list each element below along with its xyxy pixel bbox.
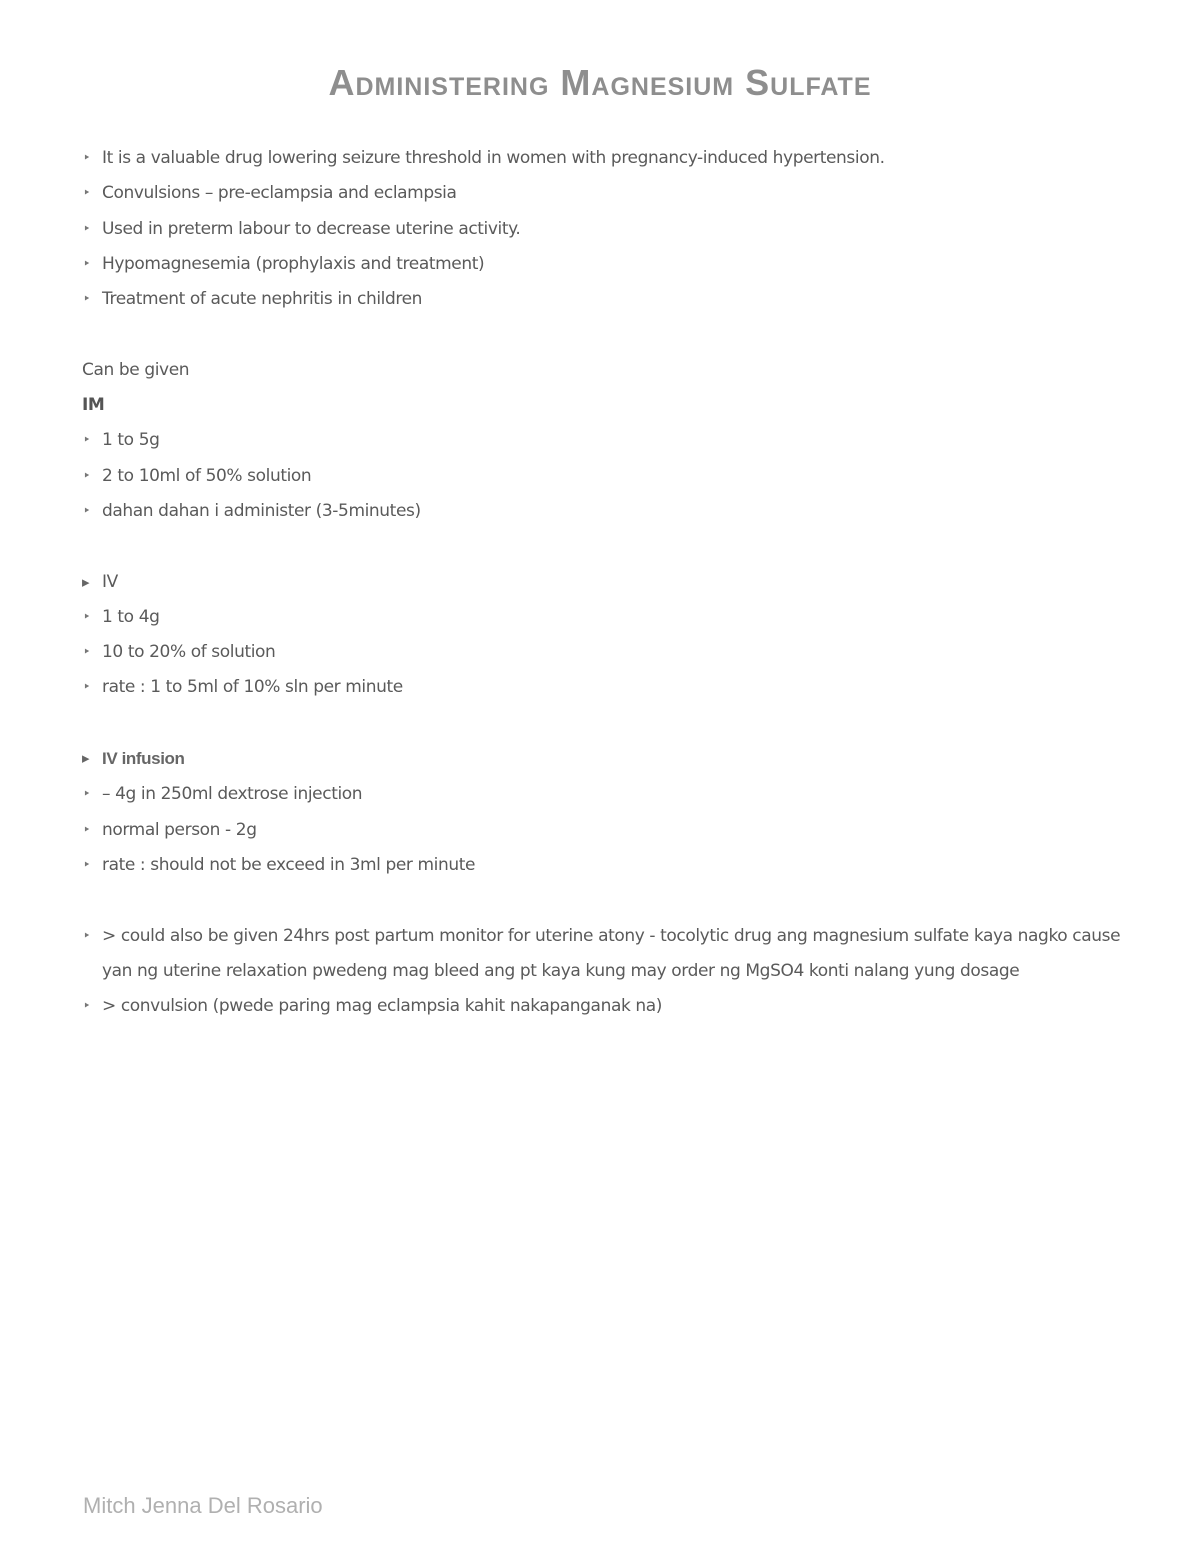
iv-bullet-list <box>82 600 1122 706</box>
list-item: ‣ 1 to 5g <box>82 423 1122 458</box>
list-item: ‣ > convulsion (pwede paring mag eclampsia kahit nakapanganak na) <box>82 989 1122 1024</box>
list-item: ‣ 2 to 10ml of 50% solution <box>82 459 1122 494</box>
list-item: ‣ 1 to 4g <box>82 600 1122 635</box>
im-bullet-list <box>82 423 1122 529</box>
spacer <box>82 529 1122 564</box>
can-be-given-label: Can be given <box>82 359 190 380</box>
list-item: ‣ Hypomagnesemia (prophylaxis and treatment) <box>82 247 1122 282</box>
list-item: ‣ It is a valuable drug lowering seizure threshold in women with pregnancy-induced hypertension. <box>82 141 1122 176</box>
list-item: ‣ normal person - 2g <box>82 813 1122 848</box>
list-item: ‣ > could also be given 24hrs post partum monitor for uterine atony - tocolytic drug ang magnesium sulfate kaya nagko cause yan ng uterine relaxation pwedeng mag bleed ang pt kaya kung may order ng MgSO4 konti nalang yung dosage <box>82 919 1122 990</box>
iv-infusion-heading-text: IV infusion <box>102 749 185 769</box>
author-footer: Mitch Jenna Del Rosario <box>83 1493 323 1518</box>
iv-infusion-heading <box>82 741 1122 777</box>
iv-heading <box>82 565 1122 600</box>
triangle-bullet-icon: ▸ <box>82 749 90 768</box>
list-item: ‣ rate : should not be exceed in 3ml per minute <box>82 848 1122 883</box>
list-item: ‣ – 4g in 250ml dextrose injection <box>82 777 1122 812</box>
im-heading: IM <box>82 395 105 416</box>
document-body <box>82 141 1122 1024</box>
list-item: ‣ rate : 1 to 5ml of 10% sln per minute <box>82 670 1122 705</box>
notes-bullet-list <box>82 919 1122 1025</box>
list-item: ‣ dahan dahan i administer (3-5minutes) <box>82 494 1122 529</box>
iv-heading-text: IV <box>102 571 118 592</box>
list-item: ‣ Convulsions – pre-eclampsia and eclampsia <box>82 176 1122 211</box>
document-title: Administering Magnesium Sulfate <box>328 62 872 103</box>
list-item: ‣ Treatment of acute nephritis in children <box>82 282 1122 317</box>
list-item: ‣ Used in preterm labour to decrease uterine activity. <box>82 212 1122 247</box>
spacer <box>82 317 1122 352</box>
intro-bullet-list <box>82 141 1122 317</box>
spacer <box>82 706 1122 741</box>
triangle-bullet-icon: ▸ <box>82 572 90 591</box>
list-item: ‣ 10 to 20% of solution <box>82 635 1122 670</box>
iv-infusion-bullet-list <box>82 777 1122 883</box>
spacer <box>82 883 1122 918</box>
